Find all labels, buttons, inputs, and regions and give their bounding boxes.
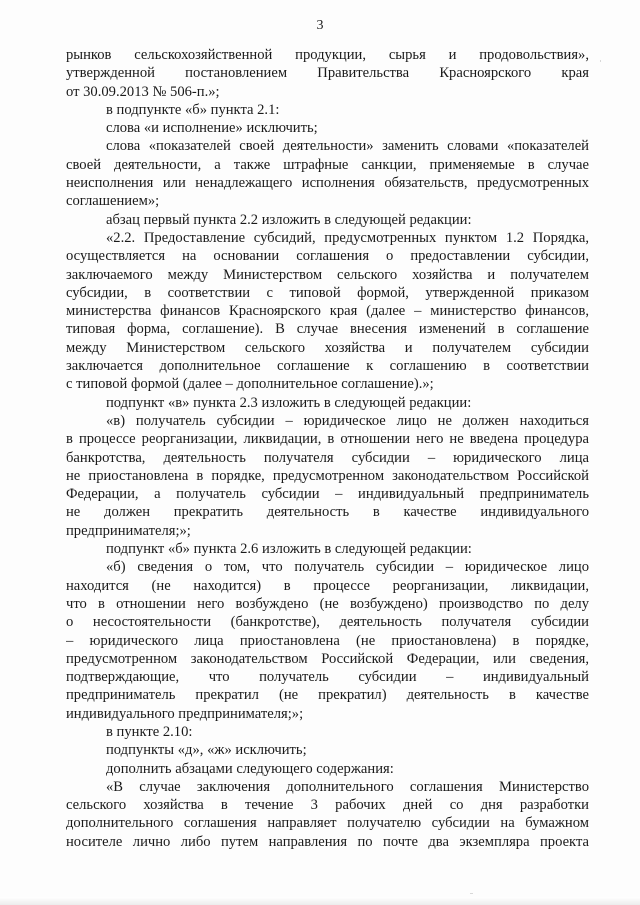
text-line: между Министерством сельского хозяйства и получателем субсидии (66, 339, 589, 356)
text-line: носителе лично либо путем направления по почте два экземпляра проекта (66, 833, 589, 850)
text-line: заключаемого между Министерством сельского хозяйства и получателем (66, 266, 589, 283)
text-line: подпункт «в» пункта 2.3 изложить в следующей редакции: (106, 394, 472, 411)
text-line: сельского хозяйства в течение 3 рабочих дней со дня разработки (66, 797, 589, 814)
text-line: своей деятельности, а также штрафные санкции, применяемые в случае (66, 156, 589, 173)
text-line: слова «и исполнение» исключить; (106, 120, 318, 137)
text-line: в пункте 2.10: (106, 723, 193, 740)
text-line: в процессе реорганизации, ликвидации, в отношении него не введена процедура (66, 431, 589, 448)
text-line: от 30.09.2013 № 506-п.»; (66, 83, 220, 100)
scan-artifact (600, 60, 601, 62)
text-line: «В случае заключения дополнительного соглашения Министерство (106, 778, 589, 795)
text-line: Федерации, а получатель субсидии – индивидуальный предприниматель (66, 486, 589, 503)
document-body (66, 46, 589, 851)
text-line: что в отношении него возбуждено (не возбуждено) производство по делу (66, 595, 589, 612)
text-line: министерства финансов Красноярского края (далее – министерство финансов, (66, 303, 589, 320)
text-line: «в) получатель субсидии – юридическое лицо не должен находиться (106, 412, 589, 429)
text-line: типовая форма, соглашение). В случае внесения изменений в соглашение (66, 321, 589, 338)
text-line: предприниматель прекратил (не прекратил) деятельность в качестве (66, 687, 589, 704)
page-bottom-edge (0, 897, 640, 905)
text-line: подпункты «д», «ж» исключить; (106, 742, 307, 759)
text-line: предусмотренном законодательством Российской Федерации, или сведения, (66, 650, 589, 667)
text-line: осуществляется на основании соглашения о предоставлении субсидии, (66, 248, 589, 265)
text-line: находится (не находится) в процессе реорганизации, ликвидации, (66, 577, 589, 594)
text-line: рынков сельскохозяйственной продукции, сырья и продовольствия», (66, 47, 589, 63)
page-number: 3 (316, 18, 324, 33)
text-line: не должен прекратить деятельность в качестве индивидуального (66, 504, 589, 521)
text-line: с типовой формой (далее – дополнительное соглашение).»; (66, 376, 434, 393)
text-line: слова «показателей своей деятельности» заменить словами «показателей (106, 138, 589, 155)
text-line: предпринимателя;»; (66, 522, 191, 539)
text-line: «б) сведения о том, что получатель субсидии – юридическое лицо (106, 559, 589, 576)
text-line: дополнительного соглашения направляет получателю субсидии на бумажном (66, 815, 589, 832)
text-line: дополнить абзацами следующего содержания: (106, 760, 394, 777)
scan-artifact (470, 893, 473, 894)
text-line: не приостановлена в порядке, предусмотренном законодательством Российской (66, 467, 589, 484)
text-line: о несостоятельности (банкротстве), деятельность получателя субсидии (66, 614, 589, 631)
text-line: неисполнения или ненадлежащего исполнения обязательств, предусмотренных (66, 175, 589, 192)
text-line: банкротства, деятельность получателя субсидии – юридического лица (66, 449, 589, 466)
text-line: абзац первый пункта 2.2 изложить в следующей редакции: (106, 211, 472, 228)
text-line: подтверждающие, что получатель субсидии – индивидуальный (66, 669, 589, 686)
text-line: соглашением»; (66, 193, 160, 210)
text-line: субсидии, в соответствии с типовой формой, утвержденной приказом (66, 284, 589, 301)
text-line: подпункт «б» пункта 2.6 изложить в следующей редакции: (106, 541, 472, 558)
text-line: в подпункте «б» пункта 2.1: (106, 101, 280, 118)
text-line: – юридического лица приостановлена (не приостановлена) в порядке, (66, 632, 589, 649)
text-line: «2.2. Предоставление субсидий, предусмотренных пунктом 1.2 Порядка, (106, 229, 589, 246)
text-line: индивидуального предпринимателя;»; (66, 705, 304, 722)
text-line: утвержденной постановлением Правительства Красноярского края (66, 65, 589, 82)
text-line: заключается дополнительное соглашение к соглашению в соответствии (66, 358, 589, 375)
